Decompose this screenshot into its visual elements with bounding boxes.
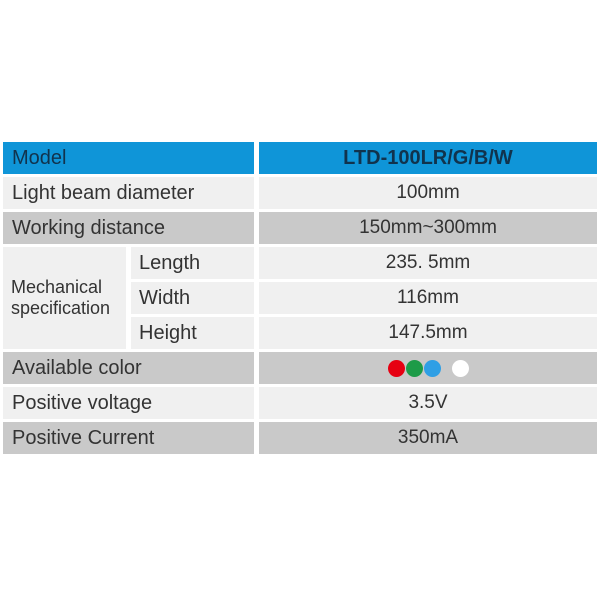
height-value: 147.5mm bbox=[259, 317, 597, 349]
red-dot-icon bbox=[388, 360, 405, 377]
mechanical-specification-line1: Mechanical bbox=[11, 277, 103, 297]
width-label: Width bbox=[131, 282, 254, 314]
specification-table bbox=[3, 142, 597, 454]
positive-current-value: 350mA bbox=[259, 422, 597, 454]
positive-current-label: Positive Current bbox=[3, 422, 254, 454]
working-distance-value: 150mm~300mm bbox=[259, 212, 597, 244]
positive-voltage-value: 3.5V bbox=[259, 387, 597, 419]
available-color-dots bbox=[259, 352, 597, 384]
light-beam-diameter-value: 100mm bbox=[259, 177, 597, 209]
mechanical-specification-line2: specification bbox=[11, 298, 111, 318]
model-header-label: Model bbox=[3, 142, 254, 174]
green-dot-icon bbox=[406, 360, 423, 377]
white-dot-icon bbox=[452, 360, 469, 377]
positive-voltage-label: Positive voltage bbox=[3, 387, 254, 419]
width-value: 116mm bbox=[259, 282, 597, 314]
height-label: Height bbox=[131, 317, 254, 349]
light-beam-diameter-label: Light beam diameter bbox=[3, 177, 254, 209]
mechanical-specification-label bbox=[3, 247, 126, 349]
available-color-label: Available color bbox=[3, 352, 254, 384]
blue-dot-icon bbox=[424, 360, 441, 377]
model-header-value: LTD-100LR/G/B/W bbox=[259, 142, 597, 174]
length-value: 235. 5mm bbox=[259, 247, 597, 279]
length-label: Length bbox=[131, 247, 254, 279]
working-distance-label: Working distance bbox=[3, 212, 254, 244]
